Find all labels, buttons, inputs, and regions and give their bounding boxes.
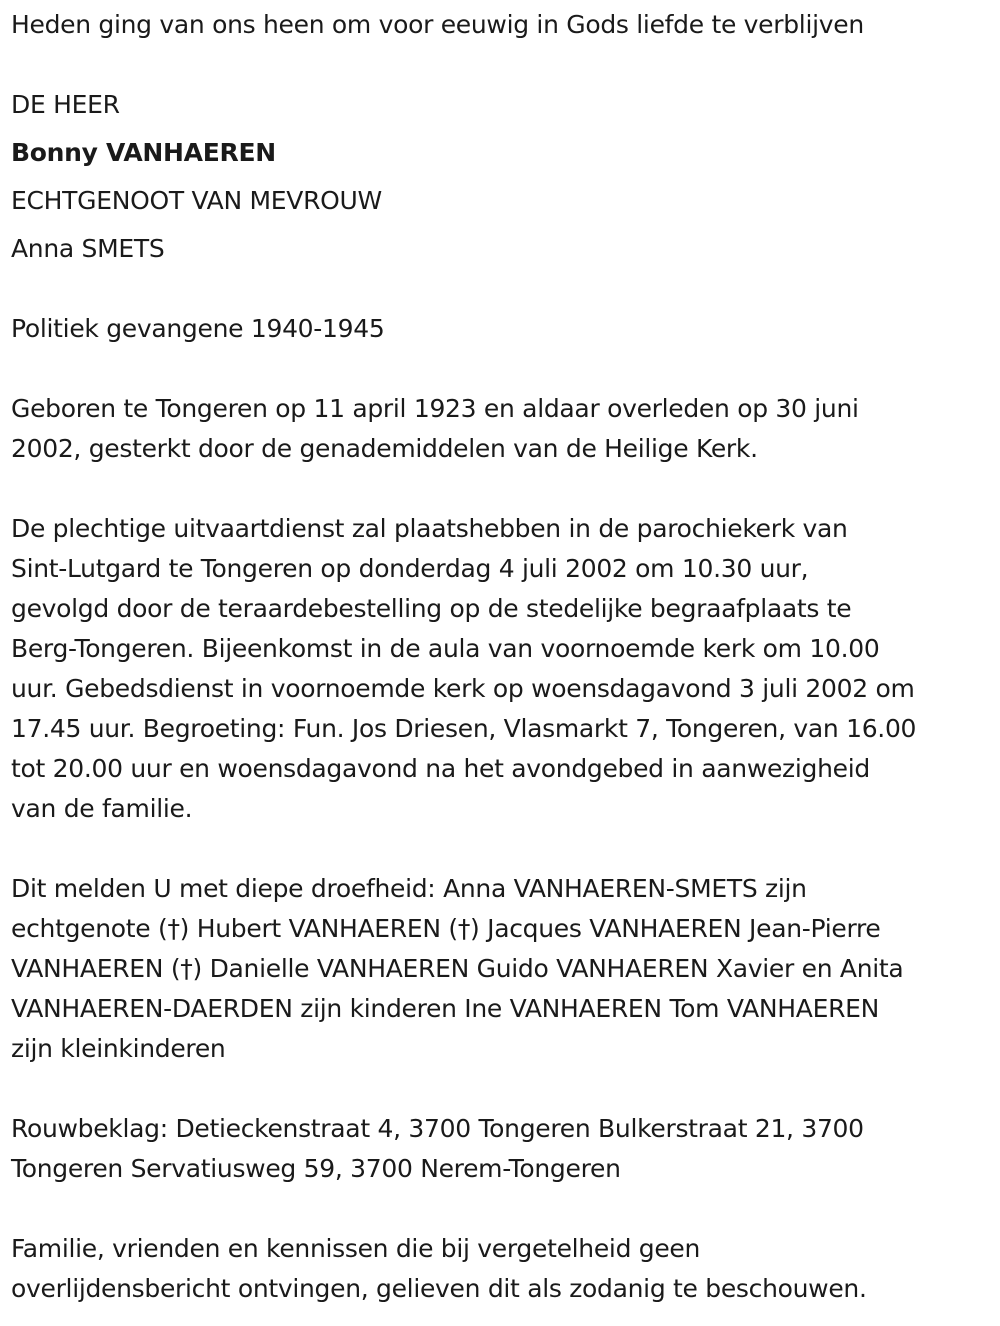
paragraph-line: 17.45 uur. Begroeting: Fun. Jos Driesen, Vlasmarkt 7, Tongeren, van 16.00 [11, 714, 917, 743]
intro-text: Heden ging van ons heen om voor eeuwig in Gods liefde te verblijven [11, 10, 864, 39]
spouse-label: ECHTGENOOT VAN MEVROUW [11, 186, 382, 215]
paragraph-line: Tongeren Servatiusweg 59, 3700 Nerem-Tongeren [11, 1154, 621, 1183]
paragraph-line: Familie, vrienden en kennissen die bij vergetelheid geen [11, 1234, 701, 1263]
paragraph-line: overlijdensbericht ontvingen, gelieven dit als zodanig te beschouwen. [11, 1274, 867, 1303]
paragraph-line: gevolgd door de teraardebestelling op de stedelijke begraafplaats te [11, 594, 852, 623]
paragraph-line: tot 20.00 uur en woensdagavond na het avondgebed in aanwezigheid [11, 754, 870, 783]
paragraph-line: VANHAEREN (†) Danielle VANHAEREN Guido VANHAEREN Xavier en Anita [11, 954, 904, 983]
paragraph-line: De plechtige uitvaartdienst zal plaatshebben in de parochiekerk van [11, 514, 848, 543]
political-prisoner-note: Politiek gevangene 1940-1945 [11, 314, 385, 343]
deceased-name: Bonny VANHAEREN [11, 138, 276, 167]
paragraph-line: 2002, gesterkt door de genademiddelen van de Heilige Kerk. [11, 434, 758, 463]
paragraph-line: zijn kleinkinderen [11, 1034, 226, 1063]
paragraph-line: uur. Gebedsdienst in voornoemde kerk op woensdagavond 3 juli 2002 om [11, 674, 915, 703]
paragraph-line: Dit melden U met diepe droefheid: Anna VANHAEREN-SMETS zijn [11, 874, 807, 903]
paragraph-line: van de familie. [11, 794, 193, 823]
paragraph-line: Geboren te Tongeren op 11 april 1923 en aldaar overleden op 30 juni [11, 394, 859, 423]
paragraph-line: VANHAEREN-DAERDEN zijn kinderen Ine VANHAEREN Tom VANHAEREN [11, 994, 880, 1023]
paragraph-line: echtgenote (†) Hubert VANHAEREN (†) Jacques VANHAEREN Jean-Pierre [11, 914, 881, 943]
paragraph-line: Rouwbeklag: Detieckenstraat 4, 3700 Tongeren Bulkerstraat 21, 3700 [11, 1114, 864, 1143]
paragraph-line: Sint-Lutgard te Tongeren op donderdag 4 juli 2002 om 10.30 uur, [11, 554, 809, 583]
spouse-name: Anna SMETS [11, 234, 165, 263]
paragraph-line: Berg-Tongeren. Bijeenkomst in de aula van voornoemde kerk om 10.00 [11, 634, 880, 663]
title-line: DE HEER [11, 90, 120, 119]
